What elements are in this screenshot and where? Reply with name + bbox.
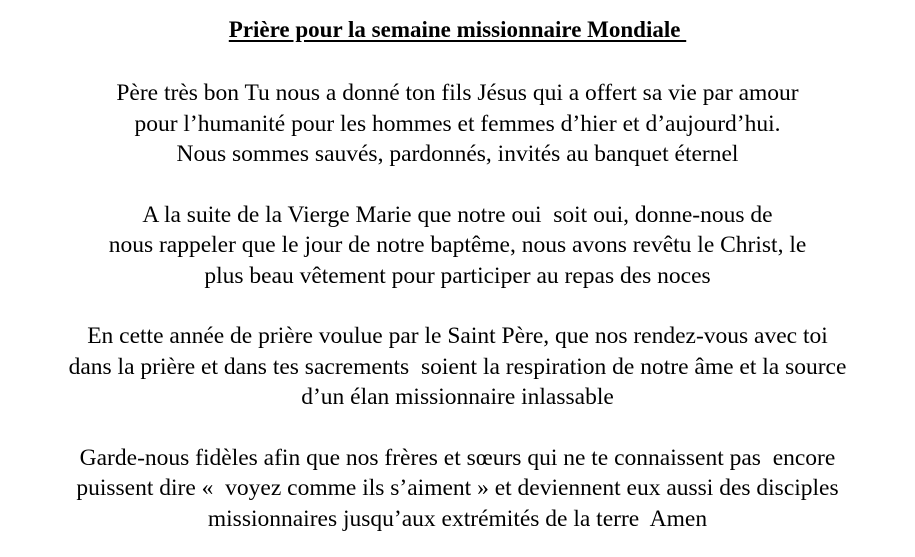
- paragraph-line: dans la prière et dans tes sacrements soient la respiration de notre âme et la source: [68, 353, 847, 380]
- paragraph-2: [0, 200, 915, 292]
- paragraph-1: [0, 78, 915, 170]
- paragraph-line: Nous sommes sauvés, pardonnés, invités au banquet éternel: [176, 141, 739, 167]
- paragraph-line: A la suite de la Vierge Marie que notre oui soit oui, donne-nous de: [142, 201, 773, 228]
- paragraph-line: d’un élan missionnaire inlassable: [301, 384, 614, 410]
- paragraph-line: nous rappeler que le jour de notre baptême, nous avons revêtu le Christ, le: [108, 232, 807, 258]
- page-title: Prière pour la semaine missionnaire Mondiale: [228, 17, 687, 42]
- paragraph-line: Père très bon Tu nous a donné ton fils Jésus qui a offert sa vie par amour: [116, 80, 799, 106]
- paragraph-line: pour l’humanité pour les hommes et femmes d’hier et d’aujourd’hui.: [134, 110, 781, 137]
- paragraph-3: [0, 321, 915, 413]
- paragraph-line: plus beau vêtement pour participer au repas des noces: [204, 262, 711, 289]
- paragraph-line: Garde-nous fidèles afin que nos frères et sœurs qui ne te connaissent pas encore: [79, 444, 836, 471]
- paragraph-line: En cette année de prière voulue par le Saint Père, que nos rendez-vous avec toi: [87, 323, 828, 349]
- paragraph-4: [0, 443, 915, 535]
- paragraph-line: missionnaires jusqu’aux extrémités de la terre Amen: [207, 505, 708, 532]
- paragraph-line: puissent dire « voyez comme ils s’aiment » et deviennent eux aussi des disciples: [76, 475, 839, 501]
